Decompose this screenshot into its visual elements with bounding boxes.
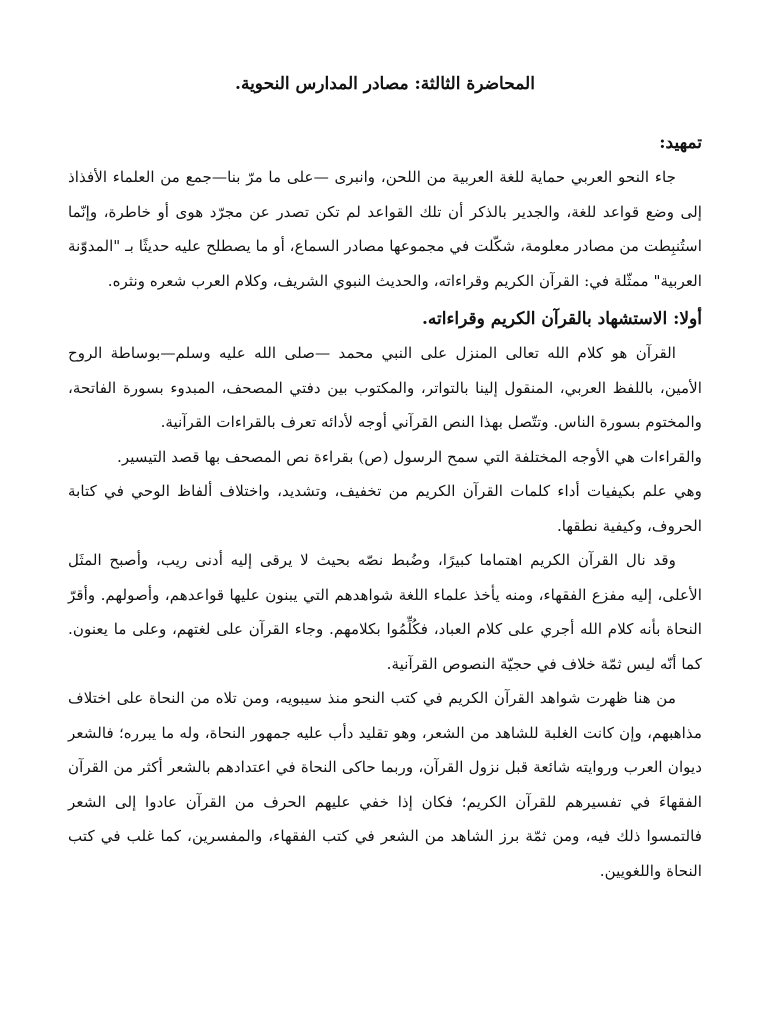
section1-paragraph-quran-definition: القرآن هو كلام الله تعالى المنزل على النبي محمد —صلى الله عليه وسلم—بوساطة الروح الأمين، باللفظ العربي، المنقول إلينا بالتواتر، والمكتوب بين دفتي المصحف، المبدوء بسورة الفاتحة، والمختوم بسورة الناس. وتتّصل بهذا النص القرآني أوجه لأدائه تعرف بالقراءات القرآنية. [68, 344, 702, 431]
section1-heading: أولا: الاستشهاد بالقرآن الكريم وقراءاته. [421, 309, 702, 329]
section1-paragraph-qiraat-science: وهي علم بكيفيات أداء كلمات القرآن الكريم من تخفيف، وتشديد، واختلاف ألفاظ الوحي في كتابة الحروف، وكيفية نطقها. [68, 482, 702, 535]
section1-paragraph-quran-evidence: من هنا ظهرت شواهد القرآن الكريم في كتب النحو منذ سيبويه، ومن تلاه من النحاة على اختلاف مذاهبهم، وإن كانت الغلبة للشاهد من الشعر، وهو تقليد دأب عليه جمهور النحاة، وله ما يبرره؛ فالشعر ديوان العرب وروايته شائعة قبل نزول القرآن، وربما حاكى النحاة في اعتدادهم بالشعر أكثر من القرآن الفقهاءَ في تفسيرهم للقرآن الكريم؛ فكان إذا خفي عليهم الحرف من القرآن عادوا إلى الشعر فالتمسوا ذلك فيه، ومن ثمّة برز الشاهد من الشعر في كتب الفقهاء، والمفسرين، كما غلب في كتب النحاة واللغويين. [68, 689, 702, 880]
intro-paragraph: جاء النحو العربي حماية للغة العربية من اللحن، وانبرى —على ما مرّ بنا—جمع من العلماء الأفذاذ إلى وضع قواعد للغة، والجدير بالذكر أن تلك القواعد لم تكن تصدر عن مجرّد هوى أو خاطرة، وإنّما استُنبِطت من مصادر معلومة، شكّلت في مجموعها مصادر السماع، أو ما يصطلح عليه حديثًا بـ "المدوّنة العربية" ممثّلة في: القرآن الكريم وقراءاته، والحديث النبوي الشريف، وكلام العرب شعره ونثره. [68, 168, 702, 290]
section1-paragraph-quran-status: وقد نال القرآن الكريم اهتماما كبيرًا، وضُبط نصّه بحيث لا يرقى إليه أدنى ريب، وأصبح المثَل الأعلى، إليه مفزع الفقهاء، ومنه يأخذ علماء اللغة شواهدهم التي يبنون عليها قواعدهم، وأصولهم. وأقرّ النحاة بأنه كلام الله أجري على كلام العباد، فكُلِّمُوا بكلامهم. وجاء القرآن على لغتهم، وعلى ما يعنون. كما أنّه ليس ثمّة خلاف في حجيّة النصوص القرآنية. [68, 551, 702, 673]
document-title: المحاضرة الثالثة: مصادر المدارس النحوية. [235, 74, 535, 94]
section1-paragraph-qiraat-definition: والقراءات هي الأوجه المختلفة التي سمح الرسول (ص) بقراءة نص المصحف بها قصد التيسير. [117, 447, 702, 466]
intro-heading: تمهيد: [659, 133, 702, 153]
